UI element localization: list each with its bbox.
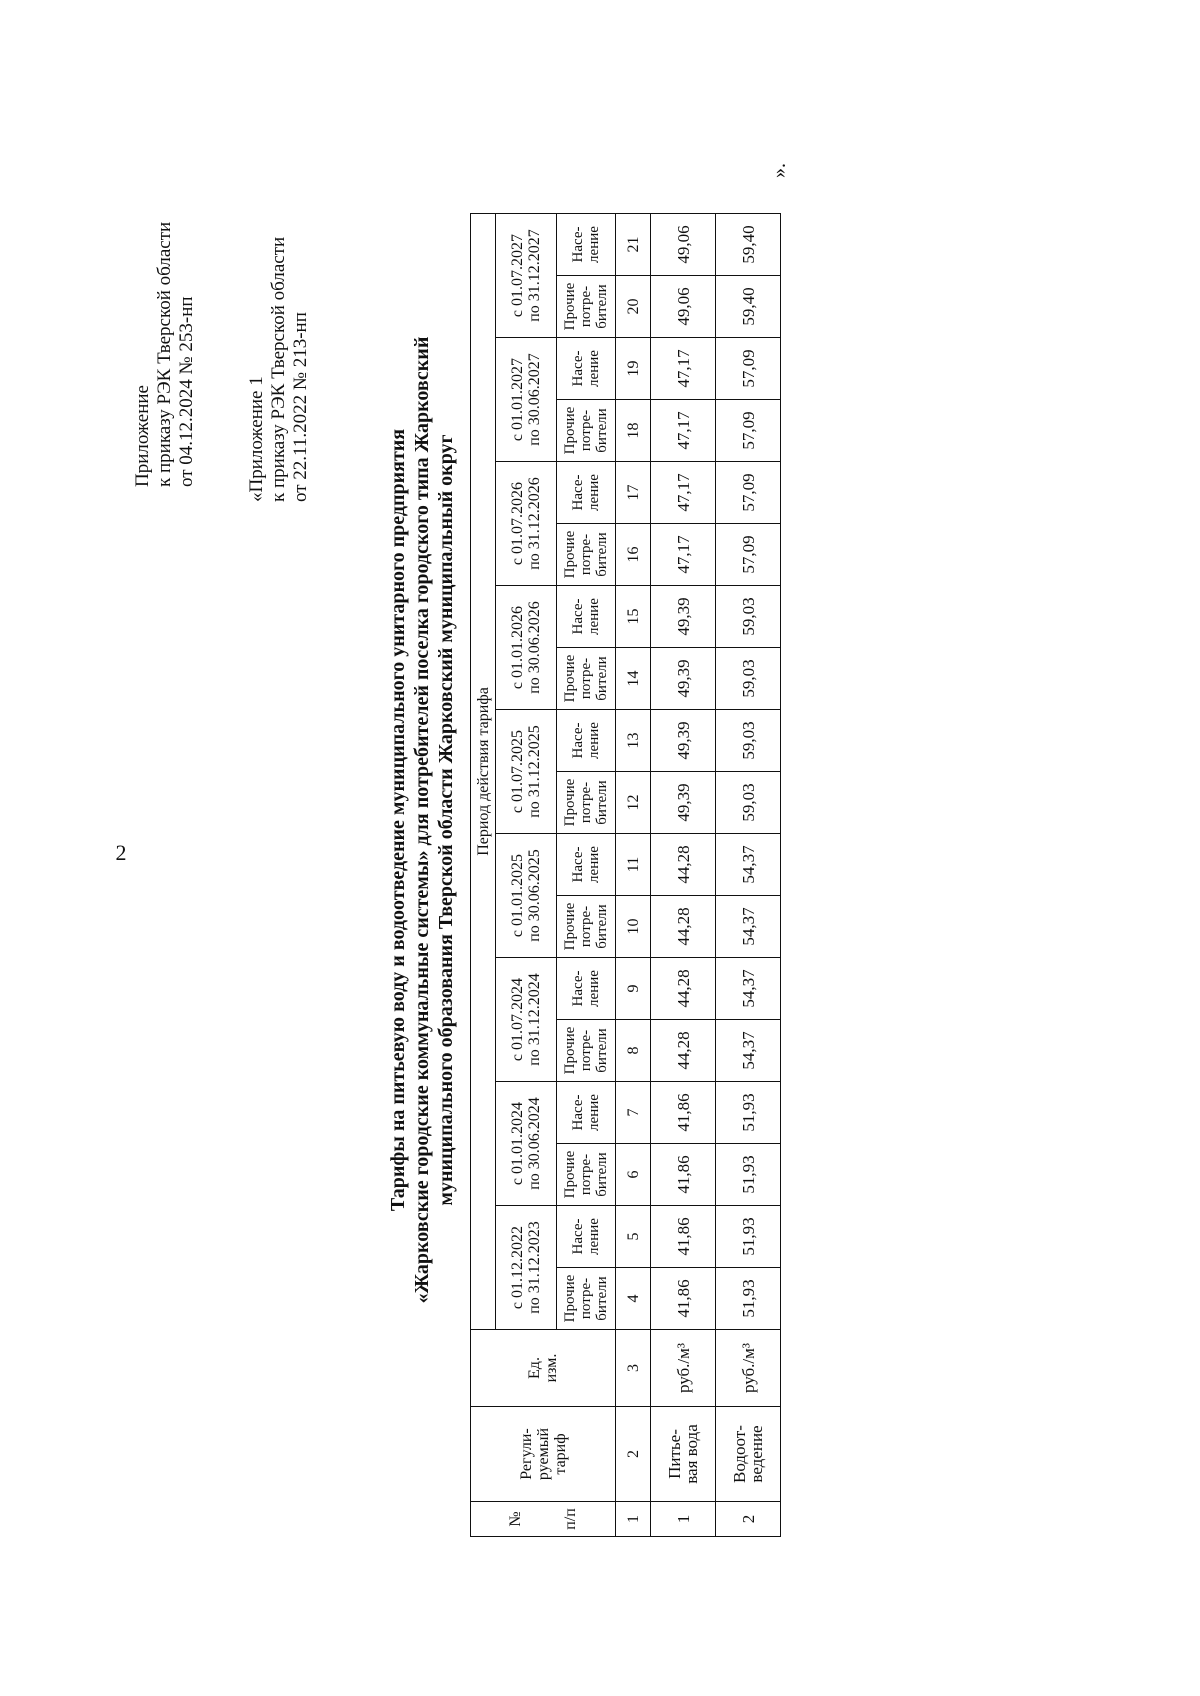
consumer-label: ление — [586, 722, 602, 759]
consumer-population-cell — [557, 834, 616, 896]
header-text: п/п — [562, 1508, 579, 1530]
consumer-other-cell — [557, 400, 616, 462]
header-text: изм. — [543, 1353, 560, 1383]
tariff-value: 47,17 — [651, 462, 716, 524]
period-to: по 30.06.2026 — [526, 601, 543, 694]
consumer-label: Насе- — [570, 598, 586, 635]
period-from: с 01.01.2025 — [509, 853, 526, 938]
column-number: 7 — [616, 1082, 651, 1144]
tariff-value: 44,28 — [651, 834, 716, 896]
quoted-header-line: «Приложение 1 — [246, 376, 267, 502]
appendix-header-line: к приказу РЭК Тверской области — [154, 221, 175, 487]
consumer-label: ление — [586, 1218, 602, 1255]
consumer-other-cell — [557, 276, 616, 338]
tariff-value: 49,06 — [651, 214, 716, 276]
column-number: 9 — [616, 958, 651, 1020]
appendix-header-line: от 04.12.2024 № 253-нп — [176, 296, 197, 487]
period-to: по 31.12.2026 — [526, 477, 543, 570]
tariff-value: 47,17 — [651, 338, 716, 400]
consumer-label: Насе- — [570, 722, 586, 759]
period-range-cell — [496, 834, 557, 958]
tariff-label: ведение — [747, 1425, 766, 1483]
consumer-label: Насе- — [570, 474, 586, 511]
header-tariff — [471, 1407, 616, 1502]
consumer-population-cell — [557, 462, 616, 524]
period-to: по 30.06.2024 — [526, 1097, 543, 1190]
document-title — [386, 60, 458, 1580]
period-to: по 30.06.2025 — [526, 849, 543, 942]
period-range-cell — [496, 338, 557, 462]
consumer-population-cell — [557, 1206, 616, 1268]
consumer-label: потре- — [578, 905, 594, 948]
period-from: с 01.07.2026 — [509, 481, 526, 566]
column-number: 10 — [616, 896, 651, 958]
consumer-label: Прочие — [562, 1274, 578, 1323]
consumer-other-cell — [557, 1020, 616, 1082]
column-number: 17 — [616, 462, 651, 524]
period-to: по 31.12.2027 — [526, 229, 543, 322]
column-number: 12 — [616, 772, 651, 834]
consumer-label: бители — [594, 284, 610, 329]
consumer-label: Прочие — [562, 654, 578, 703]
consumer-label: потре- — [578, 285, 594, 328]
tariff-value: 41,86 — [651, 1082, 716, 1144]
consumer-other-cell — [557, 896, 616, 958]
consumer-label: Насе- — [570, 970, 586, 1007]
consumer-label: потре- — [578, 1277, 594, 1320]
column-number: 18 — [616, 400, 651, 462]
consumer-label: ление — [586, 598, 602, 635]
period-range-cell — [496, 462, 557, 586]
period-range-cell — [496, 1206, 557, 1330]
tariff-value: 54,37 — [716, 958, 781, 1020]
row-unit: руб./м³ — [651, 1330, 716, 1407]
tariff-value: 51,93 — [716, 1144, 781, 1206]
appendix-header — [132, 222, 198, 487]
page-number: 2 — [115, 840, 127, 865]
tariff-value: 59,40 — [716, 214, 781, 276]
tariff-value: 49,39 — [651, 586, 716, 648]
column-number: 5 — [616, 1206, 651, 1268]
consumer-other-cell — [557, 1144, 616, 1206]
period-range-cell — [496, 1082, 557, 1206]
quoted-appendix-header — [246, 237, 312, 502]
column-number: 8 — [616, 1020, 651, 1082]
tariff-value: 51,93 — [716, 1206, 781, 1268]
table-row — [651, 214, 716, 1537]
consumer-label: потре- — [578, 1153, 594, 1196]
period-from: с 01.07.2024 — [509, 977, 526, 1062]
column-number: 11 — [616, 834, 651, 896]
row-tariff — [716, 1407, 781, 1502]
header-number — [471, 1502, 616, 1537]
tariff-value: 49,06 — [651, 276, 716, 338]
column-number-row — [616, 214, 651, 1537]
period-from: с 01.01.2026 — [509, 605, 526, 690]
consumer-population-cell — [557, 958, 616, 1020]
quoted-header-line: к приказу РЭК Тверской области — [268, 236, 289, 502]
tariff-value: 49,39 — [651, 710, 716, 772]
tariff-label: Водоот- — [730, 1425, 749, 1483]
header-text: Ед. — [526, 1357, 543, 1379]
consumer-other-cell — [557, 1268, 616, 1330]
tariff-value: 41,86 — [651, 1206, 716, 1268]
consumer-label: потре- — [578, 533, 594, 576]
consumer-label: Насе- — [570, 350, 586, 387]
consumer-label: Прочие — [562, 1150, 578, 1199]
table-header-row — [471, 214, 496, 1537]
row-number: 2 — [716, 1502, 781, 1537]
tariff-value: 59,40 — [716, 276, 781, 338]
consumer-label: ление — [586, 350, 602, 387]
closing-quote: ». — [768, 163, 790, 178]
column-number: 14 — [616, 648, 651, 710]
tariff-value: 54,37 — [716, 896, 781, 958]
column-number: 13 — [616, 710, 651, 772]
tariff-value: 54,37 — [716, 834, 781, 896]
consumer-label: ление — [586, 970, 602, 1007]
period-to: по 30.06.2027 — [526, 353, 543, 446]
consumer-population-cell — [557, 1082, 616, 1144]
consumer-label: Прочие — [562, 902, 578, 951]
tariff-value: 57,09 — [716, 524, 781, 586]
consumer-label: Насе- — [570, 846, 586, 883]
row-unit: руб./м³ — [716, 1330, 781, 1407]
consumer-label: потре- — [578, 1029, 594, 1072]
consumer-label: Прочие — [562, 778, 578, 827]
period-header: Период действия тарифа — [471, 214, 496, 1330]
title-line: «Жарковские городские коммунальные системы» для потребителей поселка городского типа Жарковский — [411, 336, 433, 1304]
column-number: 20 — [616, 276, 651, 338]
tariff-value: 59,03 — [716, 710, 781, 772]
consumer-label: бители — [594, 1152, 610, 1197]
consumer-label: бители — [594, 656, 610, 701]
consumer-label: ление — [586, 1094, 602, 1131]
header-unit — [471, 1330, 616, 1407]
tariff-value: 47,17 — [651, 524, 716, 586]
period-range-cell — [496, 710, 557, 834]
consumer-label: бители — [594, 532, 610, 577]
consumer-label: бители — [594, 1276, 610, 1321]
rotated-page-content — [108, 80, 848, 1600]
consumer-label: Прочие — [562, 406, 578, 455]
header-text: Регули- — [517, 1428, 535, 1480]
tariff-value: 57,09 — [716, 400, 781, 462]
tariff-value: 54,37 — [716, 1020, 781, 1082]
tariff-value: 44,28 — [651, 896, 716, 958]
tariff-value: 59,03 — [716, 586, 781, 648]
tariff-table — [470, 213, 781, 1537]
consumer-label: Насе- — [570, 226, 586, 263]
period-range-cell — [496, 214, 557, 338]
quoted-header-line: от 22.11.2022 № 213-нп — [290, 312, 311, 502]
consumer-label: бители — [594, 1028, 610, 1073]
tariff-value: 41,86 — [651, 1144, 716, 1206]
tariff-value: 59,03 — [716, 772, 781, 834]
consumer-label: ление — [586, 846, 602, 883]
consumer-label: потре- — [578, 409, 594, 452]
tariff-value: 41,86 — [651, 1268, 716, 1330]
consumer-label: Прочие — [562, 530, 578, 579]
column-number: 16 — [616, 524, 651, 586]
column-number: 1 — [616, 1502, 651, 1537]
consumer-population-cell — [557, 338, 616, 400]
column-number: 15 — [616, 586, 651, 648]
appendix-header-line: Приложение — [132, 385, 153, 487]
tariff-label: Питье- — [665, 1429, 684, 1479]
consumer-label: Насе- — [570, 1218, 586, 1255]
consumer-other-cell — [557, 524, 616, 586]
tariff-value: 59,03 — [716, 648, 781, 710]
consumer-label: бители — [594, 780, 610, 825]
period-from: с 01.07.2025 — [509, 729, 526, 814]
header-text: руемый — [534, 1427, 552, 1481]
column-number: 4 — [616, 1268, 651, 1330]
tariff-value: 51,93 — [716, 1268, 781, 1330]
tariff-value: 57,09 — [716, 338, 781, 400]
consumer-other-cell — [557, 648, 616, 710]
title-line: Тарифы на питьевую воду и водоотведение муниципального унитарного предприятия — [387, 428, 409, 1212]
consumer-label: бители — [594, 408, 610, 453]
consumer-population-cell — [557, 710, 616, 772]
consumer-label: ление — [586, 226, 602, 263]
column-number: 21 — [616, 214, 651, 276]
table-row — [716, 214, 781, 1537]
tariff-value: 51,93 — [716, 1082, 781, 1144]
consumer-label: Прочие — [562, 282, 578, 331]
header-text: № — [507, 1511, 524, 1527]
period-to: по 31.12.2025 — [526, 725, 543, 818]
title-line: муниципального образования Тверской области Жарковский муниципальный округ — [435, 434, 457, 1206]
column-number: 2 — [616, 1407, 651, 1502]
row-number: 1 — [651, 1502, 716, 1537]
consumer-label: потре- — [578, 657, 594, 700]
period-from: с 01.07.2027 — [509, 233, 526, 318]
tariff-value: 44,28 — [651, 1020, 716, 1082]
period-range-cell — [496, 958, 557, 1082]
consumer-label: ление — [586, 474, 602, 511]
consumer-other-cell — [557, 772, 616, 834]
period-from: с 01.12.2022 — [509, 1225, 526, 1310]
tariff-value: 49,39 — [651, 648, 716, 710]
consumer-population-cell — [557, 586, 616, 648]
tariff-value: 44,28 — [651, 958, 716, 1020]
tariff-value: 47,17 — [651, 400, 716, 462]
column-number: 6 — [616, 1144, 651, 1206]
tariff-label: вая вода — [682, 1424, 701, 1484]
tariff-value: 57,09 — [716, 462, 781, 524]
consumer-label: потре- — [578, 781, 594, 824]
consumer-population-cell — [557, 214, 616, 276]
period-from: с 01.01.2024 — [509, 1101, 526, 1186]
period-range-cell — [496, 586, 557, 710]
period-from: с 01.01.2027 — [509, 357, 526, 442]
row-tariff — [651, 1407, 716, 1502]
period-to: по 31.12.2023 — [526, 1221, 543, 1314]
period-to: по 31.12.2024 — [526, 973, 543, 1066]
consumer-label: Прочие — [562, 1026, 578, 1075]
tariff-value: 49,39 — [651, 772, 716, 834]
header-text: тариф — [551, 1433, 569, 1475]
consumer-label: бители — [594, 904, 610, 949]
column-number: 3 — [616, 1330, 651, 1407]
column-number: 19 — [616, 338, 651, 400]
consumer-label: Насе- — [570, 1094, 586, 1131]
